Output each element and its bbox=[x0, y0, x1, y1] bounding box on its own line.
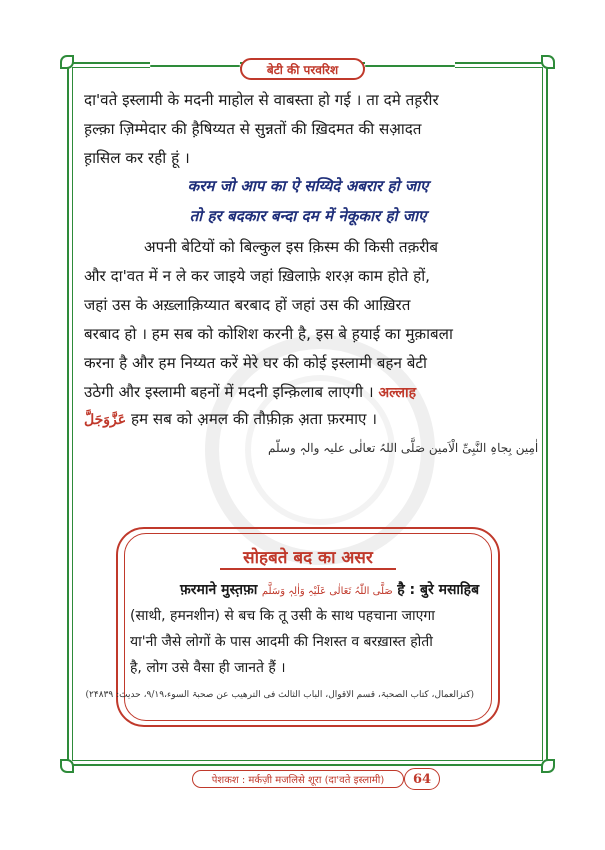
corner-ornament-icon bbox=[60, 759, 74, 773]
corner-ornament-icon bbox=[60, 55, 74, 69]
allah-word: अल्लाह bbox=[378, 385, 417, 401]
hadith-line-1-suffix: है : बुरे मसाहिब bbox=[397, 582, 480, 598]
hadith-reference: (کنزالعمال، کتاب الصحبۃ، قسم الاقوال، الباب الثالث فی الترھیب عن صحبۃ السوء،۹/۱۹، حدیث: ۲۴۸۳۹) bbox=[85, 690, 474, 700]
honorific-text: صَلَّی اللّٰہُ تَعَالٰی عَلَیْہِ وَاٰلِہٖ وَسَلَّم bbox=[261, 586, 393, 597]
body-line-3: ह़ासिल कर रही हूं । bbox=[84, 149, 190, 167]
couplet-line-2: तो हर बदकार बन्दा दम में नेकूकार हो जाए bbox=[189, 207, 427, 225]
para-line-5: करना है और हम निय्यत करें मेरे घर की कोई इस्लामी बहन बेटी bbox=[84, 354, 427, 372]
footer-presenter-box bbox=[192, 770, 404, 788]
hadith-line-3: या'नी जैसे लोगों के पास आदमी की निशस्त व बरख़ास्त होती bbox=[130, 634, 433, 650]
body-line-2: ह़ल्क़ा ज़िम्मेदार की ह़ैषिय्यत से सुन्नतों की ख़िदमत की सआ़दत bbox=[84, 120, 422, 138]
para-line-2: और दा'वत में न ले कर जाइये जहां ख़िलाफ़े शरअ़ काम होते हों, bbox=[84, 267, 430, 285]
couplet-line-1: करम जो आप का ऐ सय्यिदे अबरार हो जाए bbox=[187, 177, 429, 195]
para-line-6 bbox=[84, 378, 532, 409]
para-line-4: बरबाद हो । हम सब को कोशिश करनी है, इस बे ह़याई का मुक़ाबला bbox=[84, 325, 453, 343]
hadith-line-1-prefix: फ़रमाने मुस्त़फ़ा bbox=[180, 582, 258, 598]
corner-ornament-icon bbox=[541, 759, 555, 773]
page-header-title: बेटी की परवरिश bbox=[266, 62, 339, 77]
hadith-line-4: है, लोग उसे वैसा ही जानते हैं । bbox=[130, 660, 286, 676]
para-line-7 bbox=[84, 405, 532, 436]
page-number: 64 bbox=[412, 771, 432, 787]
hadith-box-title: सोहबते बद का असर bbox=[243, 548, 373, 568]
para-line-6-text: उठेगी और इस्लामी बहनों में मदनी इन्क़िलाब लाएगी । bbox=[84, 383, 374, 401]
footer-presenter: पेशकश : मर्कज़ी मजलिसे शूरा (दा'वते इस्लामी) bbox=[211, 775, 385, 786]
header-swirl-left-icon bbox=[150, 59, 240, 73]
para-line-1: अपनी बेटियों को बिल्कुल इस क़िस्म की किसी तक़रीब bbox=[144, 238, 439, 256]
para-line-7-text: हम सब को अ़मल की तौफ़ीक़ अ़ता फ़रमाए । bbox=[130, 410, 378, 428]
title-underline bbox=[220, 568, 396, 570]
hadith-line-1 bbox=[130, 577, 480, 605]
dua-line: اٰمِین بِجاہِ النَّبِیِّ الْاَمین صَلَّی اللہُ تعالٰی علیہ والہٖ وسلّم bbox=[268, 441, 539, 455]
azzawajal-text: عَزَّوَجَلَّ bbox=[84, 412, 127, 428]
header-title-box bbox=[240, 58, 365, 80]
body-line-1: दा'वते इस्लामी के मदनी माहोल से वाबस्ता हो गई । ता दमे तह़रीर bbox=[84, 91, 439, 109]
page-number-box bbox=[404, 768, 440, 790]
hadith-line-2: (साथी, हमनशीन) से बच कि तू उसी के साथ पहचाना जाएगा bbox=[130, 608, 435, 624]
corner-ornament-icon bbox=[541, 55, 555, 69]
para-line-3: जहां उस के अख़्लाक़िय्यात बरबाद हों जहां उस की आख़िरत bbox=[84, 296, 411, 314]
header-swirl-right-icon bbox=[365, 59, 455, 73]
